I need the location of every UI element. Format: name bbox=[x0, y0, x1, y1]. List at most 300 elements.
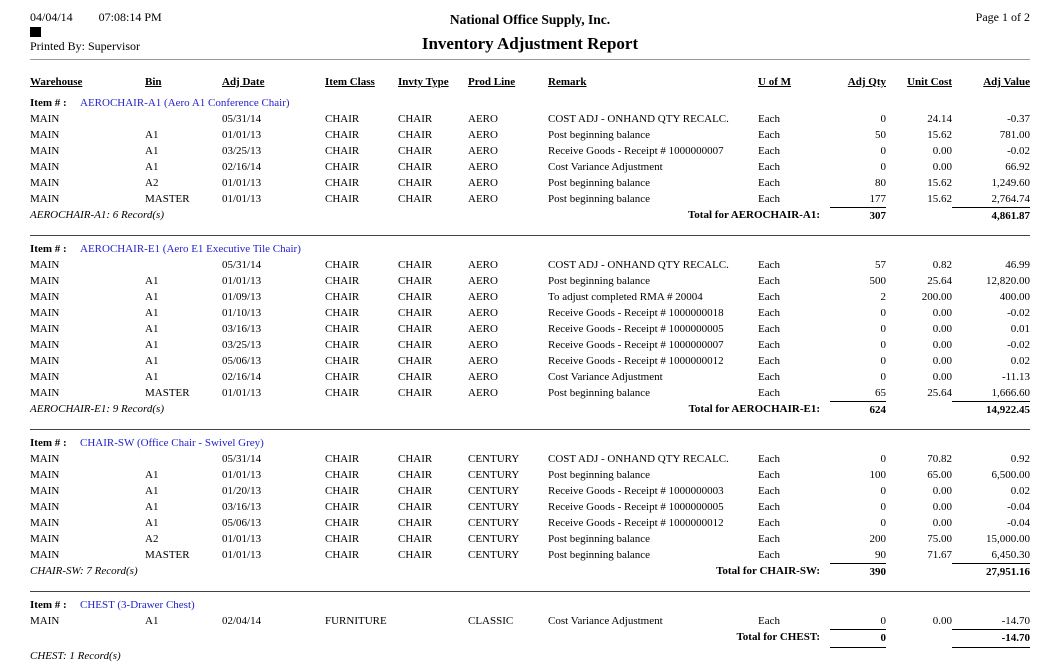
cell-warehouse: MAIN bbox=[30, 323, 60, 335]
printed-by: Printed By: Supervisor bbox=[30, 39, 140, 53]
cell-adj-date: 01/01/13 bbox=[222, 469, 262, 481]
col-remark: Remark bbox=[548, 76, 587, 88]
company-name: National Office Supply, Inc. bbox=[449, 12, 611, 27]
total-label: Total for AEROCHAIR-A1: bbox=[687, 209, 820, 221]
cell-item-class: FURNITURE bbox=[325, 615, 387, 627]
cell-warehouse: MAIN bbox=[30, 615, 60, 627]
cell-warehouse: MAIN bbox=[30, 355, 60, 367]
cell-unit-cost: 0.00 bbox=[932, 161, 952, 173]
cell-unit-cost: 25.64 bbox=[927, 275, 952, 287]
cell-prod-line: AERO bbox=[468, 307, 498, 319]
cell-prod-line: AERO bbox=[468, 193, 498, 205]
cell-item-class: CHAIR bbox=[325, 355, 360, 367]
cell-invty-type: CHAIR bbox=[398, 193, 433, 205]
cell-remark: Post beginning balance bbox=[548, 275, 651, 287]
record-count: CHAIR-SW: 7 Record(s) bbox=[30, 565, 138, 577]
item-number-label: Item # : bbox=[30, 243, 67, 255]
cell-uom: Each bbox=[758, 485, 780, 497]
cell-adj-qty: 2 bbox=[880, 291, 886, 303]
page-indicator: Page 1 of 2 bbox=[975, 10, 1030, 24]
cell-remark: Receive Goods - Receipt # 1000000012 bbox=[548, 517, 724, 529]
cell-adj-date: 05/31/14 bbox=[222, 453, 262, 465]
cell-unit-cost: 75.00 bbox=[927, 533, 952, 545]
cell-remark: Post beginning balance bbox=[548, 129, 651, 141]
total-qty: 624 bbox=[830, 401, 886, 419]
data-row bbox=[30, 321, 1030, 337]
cell-bin: A1 bbox=[145, 145, 159, 157]
cell-remark: Receive Goods - Receipt # 1000000007 bbox=[548, 145, 724, 157]
cell-unit-cost: 0.00 bbox=[932, 323, 952, 335]
cell-uom: Each bbox=[758, 113, 780, 125]
cell-item-class: CHAIR bbox=[325, 145, 360, 157]
cell-adj-date: 02/16/14 bbox=[222, 161, 262, 173]
cell-adj-value: -0.02 bbox=[1007, 307, 1030, 319]
cell-unit-cost: 200.00 bbox=[921, 291, 952, 303]
cell-adj-date: 01/01/13 bbox=[222, 129, 262, 141]
cell-adj-qty: 0 bbox=[880, 615, 886, 627]
item-group bbox=[30, 95, 1030, 236]
cell-adj-qty: 0 bbox=[880, 161, 886, 173]
cell-adj-qty: 65 bbox=[875, 387, 886, 399]
cell-prod-line: AERO bbox=[468, 355, 498, 367]
cell-item-class: CHAIR bbox=[325, 113, 360, 125]
cell-prod-line: AERO bbox=[468, 275, 498, 287]
cell-unit-cost: 0.00 bbox=[932, 615, 952, 627]
cell-warehouse: MAIN bbox=[30, 177, 60, 189]
cell-warehouse: MAIN bbox=[30, 129, 60, 141]
total-unit-cost-spacer bbox=[886, 563, 952, 581]
data-row bbox=[30, 467, 1030, 483]
item-group bbox=[30, 241, 1030, 430]
data-row bbox=[30, 159, 1030, 175]
cell-unit-cost: 0.00 bbox=[932, 355, 952, 367]
cell-adj-qty: 0 bbox=[880, 307, 886, 319]
cell-prod-line: CENTURY bbox=[468, 453, 520, 465]
cell-item-class: CHAIR bbox=[325, 501, 360, 513]
header-left bbox=[30, 10, 270, 54]
cell-adj-value: 0.01 bbox=[1010, 323, 1030, 335]
cell-prod-line: AERO bbox=[468, 291, 498, 303]
cell-prod-line: AERO bbox=[468, 259, 498, 271]
cell-adj-value: 46.99 bbox=[1005, 259, 1030, 271]
data-row bbox=[30, 111, 1030, 127]
cell-prod-line: CENTURY bbox=[468, 549, 520, 561]
total-value: 4,861.87 bbox=[952, 207, 1030, 225]
cell-uom: Each bbox=[758, 549, 780, 561]
cell-warehouse: MAIN bbox=[30, 291, 60, 303]
cell-item-class: CHAIR bbox=[325, 387, 360, 399]
report-header bbox=[30, 10, 1030, 54]
cell-item-class: CHAIR bbox=[325, 259, 360, 271]
cell-bin: A1 bbox=[145, 291, 159, 303]
cell-adj-value: 6,500.00 bbox=[991, 469, 1030, 481]
cell-unit-cost: 0.00 bbox=[932, 339, 952, 351]
cell-adj-value: 12,820.00 bbox=[986, 275, 1030, 287]
cell-uom: Each bbox=[758, 615, 780, 627]
cell-bin: A1 bbox=[145, 275, 159, 287]
cell-warehouse: MAIN bbox=[30, 533, 60, 545]
cell-remark: Receive Goods - Receipt # 1000000005 bbox=[548, 501, 724, 513]
data-row bbox=[30, 353, 1030, 369]
cell-remark: Post beginning balance bbox=[548, 533, 651, 545]
cell-unit-cost: 0.00 bbox=[932, 145, 952, 157]
total-unit-cost-spacer bbox=[886, 401, 952, 419]
cell-adj-value: -11.13 bbox=[1001, 371, 1030, 383]
cell-uom: Each bbox=[758, 177, 780, 189]
cell-unit-cost: 0.00 bbox=[932, 501, 952, 513]
cell-item-class: CHAIR bbox=[325, 533, 360, 545]
cell-adj-qty: 0 bbox=[880, 501, 886, 513]
cell-bin: A1 bbox=[145, 371, 159, 383]
cell-warehouse: MAIN bbox=[30, 339, 60, 351]
col-warehouse: Warehouse bbox=[30, 76, 83, 88]
cell-bin: A1 bbox=[145, 615, 159, 627]
cell-uom: Each bbox=[758, 259, 780, 271]
cell-uom: Each bbox=[758, 275, 780, 287]
cell-invty-type: CHAIR bbox=[398, 259, 433, 271]
cell-prod-line: AERO bbox=[468, 339, 498, 351]
cell-adj-value: 2,764.74 bbox=[991, 193, 1030, 205]
cell-invty-type: CHAIR bbox=[398, 485, 433, 497]
cell-unit-cost: 24.14 bbox=[927, 113, 952, 125]
cell-item-class: CHAIR bbox=[325, 307, 360, 319]
cell-adj-qty: 177 bbox=[869, 193, 886, 205]
cell-adj-date: 01/09/13 bbox=[222, 291, 262, 303]
record-count: AEROCHAIR-E1: 9 Record(s) bbox=[30, 403, 164, 415]
item-number-label: Item # : bbox=[30, 599, 67, 611]
item-header-row bbox=[30, 241, 1030, 257]
cell-bin: A1 bbox=[145, 501, 159, 513]
cell-item-class: CHAIR bbox=[325, 371, 360, 383]
cell-warehouse: MAIN bbox=[30, 371, 60, 383]
data-row bbox=[30, 499, 1030, 515]
cell-invty-type: CHAIR bbox=[398, 355, 433, 367]
cell-prod-line: CENTURY bbox=[468, 469, 520, 481]
cell-adj-value: 0.02 bbox=[1010, 485, 1030, 497]
data-row bbox=[30, 273, 1030, 289]
group-total-row bbox=[30, 629, 1030, 648]
cell-prod-line: CENTURY bbox=[468, 533, 520, 545]
cell-bin: A1 bbox=[145, 485, 159, 497]
cell-uom: Each bbox=[758, 339, 780, 351]
cell-remark: Cost Variance Adjustment bbox=[548, 161, 663, 173]
cell-adj-qty: 50 bbox=[875, 129, 886, 141]
cell-uom: Each bbox=[758, 469, 780, 481]
cell-adj-date: 01/10/13 bbox=[222, 307, 262, 319]
item-header-row bbox=[30, 435, 1030, 451]
cell-uom: Each bbox=[758, 161, 780, 173]
cell-uom: Each bbox=[758, 291, 780, 303]
cell-invty-type: CHAIR bbox=[398, 307, 433, 319]
data-row bbox=[30, 531, 1030, 547]
cell-remark: COST ADJ - ONHAND QTY RECALC. bbox=[548, 453, 729, 465]
cell-unit-cost: 15.62 bbox=[927, 129, 952, 141]
cell-prod-line: CENTURY bbox=[468, 517, 520, 529]
cell-adj-date: 01/01/13 bbox=[222, 275, 262, 287]
cell-adj-value: -0.04 bbox=[1007, 517, 1030, 529]
cell-remark: Receive Goods - Receipt # 1000000005 bbox=[548, 323, 724, 335]
data-row bbox=[30, 191, 1030, 207]
cell-remark: Post beginning balance bbox=[548, 469, 651, 481]
cell-warehouse: MAIN bbox=[30, 145, 60, 157]
cell-warehouse: MAIN bbox=[30, 259, 60, 271]
cell-prod-line: AERO bbox=[468, 129, 498, 141]
cell-prod-line: AERO bbox=[468, 371, 498, 383]
cell-invty-type: CHAIR bbox=[398, 145, 433, 157]
cell-item-class: CHAIR bbox=[325, 469, 360, 481]
col-bin: Bin bbox=[145, 76, 162, 88]
total-unit-cost-spacer bbox=[886, 207, 952, 225]
data-row bbox=[30, 613, 1030, 629]
cell-invty-type: CHAIR bbox=[398, 323, 433, 335]
cell-prod-line: CLASSIC bbox=[468, 615, 514, 627]
cell-uom: Each bbox=[758, 387, 780, 399]
col-unit-cost: Unit Cost bbox=[907, 76, 952, 88]
col-uom: U of M bbox=[758, 76, 791, 88]
footer-spacer bbox=[30, 629, 548, 648]
cell-adj-value: 400.00 bbox=[999, 291, 1030, 303]
cell-warehouse: MAIN bbox=[30, 307, 60, 319]
cell-adj-date: 03/25/13 bbox=[222, 145, 262, 157]
cell-adj-value: 1,249.60 bbox=[991, 177, 1030, 189]
cell-remark: Post beginning balance bbox=[548, 193, 651, 205]
total-label: Total for CHEST: bbox=[736, 631, 820, 643]
cell-bin: MASTER bbox=[145, 387, 190, 399]
cell-adj-value: -0.04 bbox=[1007, 501, 1030, 513]
cell-prod-line: CENTURY bbox=[468, 501, 520, 513]
cell-adj-date: 01/20/13 bbox=[222, 485, 262, 497]
cell-item-class: CHAIR bbox=[325, 339, 360, 351]
data-row bbox=[30, 289, 1030, 305]
cell-prod-line: AERO bbox=[468, 323, 498, 335]
cell-adj-qty: 0 bbox=[880, 355, 886, 367]
item-number-label: Item # : bbox=[30, 97, 67, 109]
cell-adj-value: 6,450.30 bbox=[991, 549, 1030, 561]
cell-adj-date: 01/01/13 bbox=[222, 549, 262, 561]
cell-invty-type: CHAIR bbox=[398, 533, 433, 545]
cell-uom: Each bbox=[758, 307, 780, 319]
cell-unit-cost: 70.82 bbox=[927, 453, 952, 465]
total-label: Total for AEROCHAIR-E1: bbox=[688, 403, 820, 415]
item-group bbox=[30, 435, 1030, 592]
cell-unit-cost: 65.00 bbox=[927, 469, 952, 481]
cell-adj-qty: 0 bbox=[880, 339, 886, 351]
col-adj-qty: Adj Qty bbox=[847, 76, 886, 88]
record-count: AEROCHAIR-A1: 6 Record(s) bbox=[30, 209, 164, 221]
total-qty: 390 bbox=[830, 563, 886, 581]
cell-adj-qty: 0 bbox=[880, 113, 886, 125]
cell-remark: To adjust completed RMA # 20004 bbox=[548, 291, 703, 303]
cell-item-class: CHAIR bbox=[325, 485, 360, 497]
cell-adj-qty: 100 bbox=[869, 469, 886, 481]
total-value: 14,922.45 bbox=[952, 401, 1030, 419]
cell-item-class: CHAIR bbox=[325, 161, 360, 173]
print-datetime bbox=[30, 10, 270, 25]
group-total-row bbox=[30, 401, 1030, 419]
cell-adj-value: -0.02 bbox=[1007, 339, 1030, 351]
cell-bin: A1 bbox=[145, 129, 159, 141]
cell-uom: Each bbox=[758, 501, 780, 513]
cell-adj-value: 781.00 bbox=[999, 129, 1030, 141]
cell-adj-value: -0.37 bbox=[1007, 113, 1030, 125]
cell-invty-type: CHAIR bbox=[398, 453, 433, 465]
data-row bbox=[30, 483, 1030, 499]
cell-invty-type: CHAIR bbox=[398, 469, 433, 481]
cell-adj-value: 66.92 bbox=[1005, 161, 1030, 173]
cell-adj-qty: 200 bbox=[869, 533, 886, 545]
cell-bin: A1 bbox=[145, 307, 159, 319]
data-row bbox=[30, 175, 1030, 191]
cell-bin: A1 bbox=[145, 517, 159, 529]
cell-uom: Each bbox=[758, 453, 780, 465]
report-title: Inventory Adjustment Report bbox=[421, 34, 639, 53]
cell-adj-date: 03/16/13 bbox=[222, 323, 262, 335]
cell-bin bbox=[145, 451, 222, 467]
cell-remark: COST ADJ - ONHAND QTY RECALC. bbox=[548, 113, 729, 125]
cell-uom: Each bbox=[758, 533, 780, 545]
cell-prod-line: AERO bbox=[468, 177, 498, 189]
cell-warehouse: MAIN bbox=[30, 387, 60, 399]
cell-warehouse: MAIN bbox=[30, 113, 60, 125]
cell-bin: A2 bbox=[145, 533, 159, 545]
cell-warehouse: MAIN bbox=[30, 161, 60, 173]
cell-warehouse: MAIN bbox=[30, 275, 60, 287]
cell-adj-qty: 0 bbox=[880, 145, 886, 157]
col-adj-value: Adj Value bbox=[983, 76, 1030, 88]
cell-remark: Receive Goods - Receipt # 1000000007 bbox=[548, 339, 724, 351]
cell-adj-date: 03/25/13 bbox=[222, 339, 262, 351]
cell-invty-type: CHAIR bbox=[398, 371, 433, 383]
cell-invty-type: CHAIR bbox=[398, 517, 433, 529]
cell-invty-type: CHAIR bbox=[398, 129, 433, 141]
cell-remark: Post beginning balance bbox=[548, 387, 651, 399]
cell-bin: A1 bbox=[145, 323, 159, 335]
cell-adj-qty: 0 bbox=[880, 371, 886, 383]
col-adj-date: Adj Date bbox=[222, 76, 265, 88]
total-qty: 307 bbox=[830, 207, 886, 225]
data-row bbox=[30, 369, 1030, 385]
cell-bin: MASTER bbox=[145, 193, 190, 205]
cell-invty-type: CHAIR bbox=[398, 161, 433, 173]
column-header-row bbox=[30, 74, 1030, 90]
cell-remark: Receive Goods - Receipt # 1000000018 bbox=[548, 307, 724, 319]
cell-invty-type bbox=[398, 613, 468, 629]
cell-unit-cost: 25.64 bbox=[927, 387, 952, 399]
item-number-link[interactable]: CHAIR-SW (Office Chair - Swivel Grey) bbox=[80, 437, 264, 449]
cell-adj-date: 01/01/13 bbox=[222, 533, 262, 545]
cell-unit-cost: 15.62 bbox=[927, 177, 952, 189]
total-value: 27,951.16 bbox=[952, 563, 1030, 581]
cell-adj-value: 1,666.60 bbox=[991, 387, 1030, 399]
cell-bin: A2 bbox=[145, 177, 159, 189]
cell-adj-date: 01/01/13 bbox=[222, 193, 262, 205]
item-header-row bbox=[30, 95, 1030, 111]
cell-bin bbox=[145, 111, 222, 127]
cell-invty-type: CHAIR bbox=[398, 291, 433, 303]
cell-adj-date: 05/31/14 bbox=[222, 259, 262, 271]
cell-bin: A1 bbox=[145, 339, 159, 351]
cell-uom: Each bbox=[758, 517, 780, 529]
header-center bbox=[270, 10, 790, 54]
cell-adj-value: 0.92 bbox=[1010, 453, 1030, 465]
total-value: -14.70 bbox=[952, 629, 1030, 648]
cell-adj-qty: 0 bbox=[880, 323, 886, 335]
item-number-link[interactable]: CHEST (3-Drawer Chest) bbox=[80, 599, 195, 611]
cell-warehouse: MAIN bbox=[30, 517, 60, 529]
data-row bbox=[30, 547, 1030, 563]
cell-uom: Each bbox=[758, 371, 780, 383]
total-qty: 0 bbox=[830, 629, 886, 648]
cell-adj-date: 01/01/13 bbox=[222, 387, 262, 399]
item-number-link[interactable]: AEROCHAIR-E1 (Aero E1 Executive Tile Chair) bbox=[80, 243, 301, 255]
cell-invty-type: CHAIR bbox=[398, 113, 433, 125]
cell-item-class: CHAIR bbox=[325, 177, 360, 189]
header-divider bbox=[30, 59, 1030, 60]
item-number-link[interactable]: AEROCHAIR-A1 (Aero A1 Conference Chair) bbox=[80, 97, 290, 109]
print-date: 04/04/14 bbox=[30, 10, 73, 24]
cell-invty-type: CHAIR bbox=[398, 387, 433, 399]
total-label: Total for CHAIR-SW: bbox=[716, 565, 820, 577]
cell-adj-qty: 90 bbox=[875, 549, 886, 561]
cell-bin: A1 bbox=[145, 469, 159, 481]
cell-unit-cost: 0.00 bbox=[932, 307, 952, 319]
cell-remark: Cost Variance Adjustment bbox=[548, 371, 663, 383]
col-item-class: Item Class bbox=[325, 76, 375, 88]
cell-adj-qty: 0 bbox=[880, 485, 886, 497]
cell-adj-value: -0.02 bbox=[1007, 145, 1030, 157]
cell-adj-date: 05/06/13 bbox=[222, 355, 262, 367]
cell-item-class: CHAIR bbox=[325, 291, 360, 303]
cell-unit-cost: 0.00 bbox=[932, 485, 952, 497]
cell-bin: A1 bbox=[145, 161, 159, 173]
cell-remark: Cost Variance Adjustment bbox=[548, 615, 663, 627]
cell-uom: Each bbox=[758, 129, 780, 141]
cell-invty-type: CHAIR bbox=[398, 339, 433, 351]
col-prod-line: Prod Line bbox=[468, 76, 516, 88]
cell-uom: Each bbox=[758, 193, 780, 205]
cell-remark: Receive Goods - Receipt # 1000000003 bbox=[548, 485, 724, 497]
cell-bin bbox=[145, 257, 222, 273]
print-time: 07:08:14 PM bbox=[98, 10, 162, 24]
cell-uom: Each bbox=[758, 355, 780, 367]
item-group bbox=[30, 597, 1030, 664]
cell-adj-qty: 500 bbox=[869, 275, 886, 287]
cell-remark: COST ADJ - ONHAND QTY RECALC. bbox=[548, 259, 729, 271]
cell-unit-cost: 15.62 bbox=[927, 193, 952, 205]
cell-item-class: CHAIR bbox=[325, 275, 360, 287]
cell-item-class: CHAIR bbox=[325, 193, 360, 205]
cell-adj-value: -14.70 bbox=[1001, 615, 1030, 627]
cell-uom: Each bbox=[758, 145, 780, 157]
record-count: CHEST: 1 Record(s) bbox=[30, 650, 121, 662]
cell-prod-line: CENTURY bbox=[468, 485, 520, 497]
cell-prod-line: AERO bbox=[468, 387, 498, 399]
item-number-label: Item # : bbox=[30, 437, 67, 449]
cell-warehouse: MAIN bbox=[30, 453, 60, 465]
cell-warehouse: MAIN bbox=[30, 485, 60, 497]
cell-adj-value: 15,000.00 bbox=[986, 533, 1030, 545]
cell-bin: MASTER bbox=[145, 549, 190, 561]
cell-prod-line: AERO bbox=[468, 113, 498, 125]
cell-prod-line: AERO bbox=[468, 161, 498, 173]
data-row bbox=[30, 337, 1030, 353]
total-unit-cost-spacer bbox=[886, 629, 952, 648]
cell-invty-type: CHAIR bbox=[398, 549, 433, 561]
cell-adj-qty: 0 bbox=[880, 453, 886, 465]
cell-unit-cost: 0.82 bbox=[932, 259, 952, 271]
cell-unit-cost: 0.00 bbox=[932, 517, 952, 529]
report-body bbox=[30, 95, 1030, 664]
